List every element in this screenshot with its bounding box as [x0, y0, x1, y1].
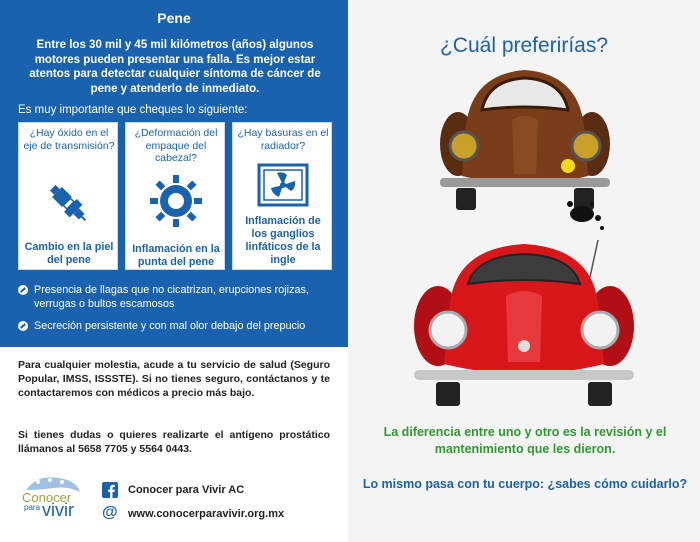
card-transmission	[18, 122, 118, 270]
facebook-icon	[102, 482, 118, 498]
spark-plug-icon	[44, 179, 94, 229]
bullet-item: Secreción persistente y con mal olor debajo del prepucio	[18, 320, 340, 334]
card-head-gasket	[125, 122, 225, 270]
card-answer: Cambio en la piel del pene	[24, 241, 114, 266]
card-question: ¿Deformación del empaque del cabezal?	[134, 127, 218, 164]
check-icon	[18, 321, 28, 331]
card-question: ¿Hay basuras en el radiador?	[237, 127, 329, 152]
logo-text-vivir: vivir	[42, 500, 74, 520]
card-radiator	[232, 122, 332, 270]
body-question-text: Lo mismo pasa con tu cuerpo: ¿sabes cómo cuidarlo?	[362, 477, 688, 491]
bullet-item: Presencia de llagas que no cicatrizan, erupciones rojizas, verrugas o bultos escamosos	[18, 284, 340, 311]
logo-text-para: para	[24, 503, 41, 512]
card-answer: Inflamación de los ganglios linfáticos de la ingle	[245, 215, 321, 266]
check-icon	[18, 285, 28, 295]
gear-icon	[148, 173, 204, 229]
red-car-image	[410, 234, 638, 410]
website-link[interactable]: @ www.conocerparavivir.org.mx	[102, 504, 285, 521]
rusty-car-image	[436, 66, 614, 216]
lead-text: Es muy importante que cheques lo siguiente:	[18, 104, 248, 116]
logo-text: Conocer	[22, 490, 72, 505]
contact-paragraph: Si tienes dudas o quieres realizarte el antígeno prostático llámanos al 5658 7705 y 5564 0443.	[18, 429, 330, 455]
oil-stain-icon	[558, 196, 618, 236]
at-sign-icon: @	[102, 504, 118, 521]
logo	[18, 470, 88, 530]
question-title: ¿Cuál preferirías?	[439, 34, 609, 57]
symptom-cards	[18, 122, 332, 270]
radiator-fan-icon	[257, 163, 309, 207]
facebook-link[interactable]: Conocer para Vivir AC	[128, 484, 244, 496]
left-panel	[0, 0, 348, 542]
info-box	[0, 0, 348, 347]
care-paragraph: Para cualquier molestia, acude a tu servicio de salud (Seguro Popular, IMSS, ISSSTE). Si no tienes seguro, contáctanos y te contactaremos con médicos a precio más bajo.	[18, 359, 330, 399]
right-panel	[348, 0, 700, 542]
card-answer: Inflamación en la punta del pene	[132, 243, 220, 268]
page-title: Pene	[157, 10, 191, 26]
difference-text: La diferencia entre uno y otro es la revisión y el mantenimiento que les dieron.	[383, 425, 667, 456]
card-question: ¿Hay óxido en el eje de transmisión?	[23, 127, 115, 152]
intro-text: Entre los 30 mil y 45 mil kilómetros (años) algunos motores pueden presentar una falla. Es mejor estar atentos para detectar cualquier síntoma de cáncer de pene y atenderlo de inmediato.	[29, 39, 321, 95]
